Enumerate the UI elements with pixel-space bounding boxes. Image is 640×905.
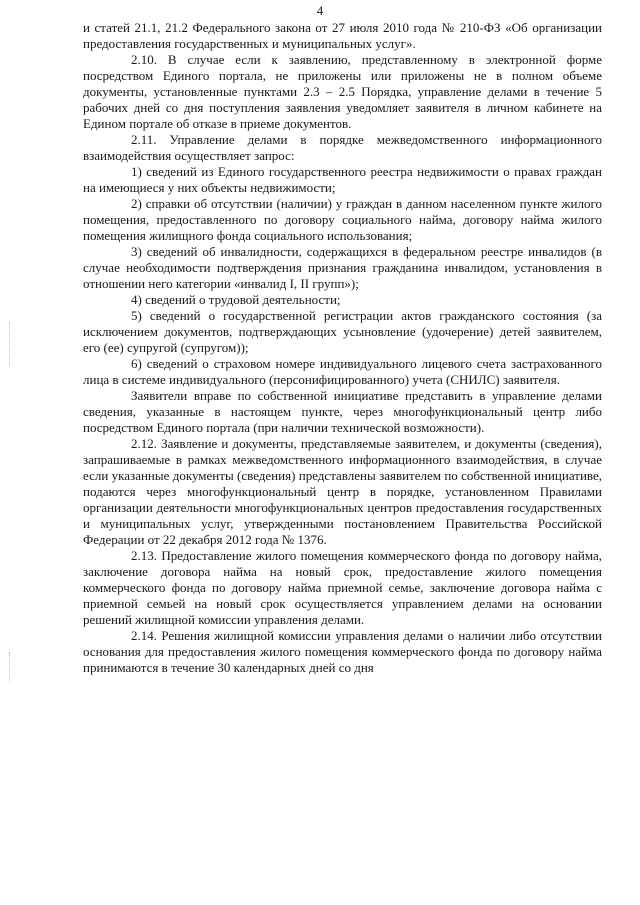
paragraph: 2.10. В случае если к заявлению, представленному в электронной форме посредством Единого портала, не приложены или приложены не в полном объеме документы, установленные пунктами 2.3 – 2.5 Порядка, управление делами в течение 5 рабочих дней со дня поступления заявления уведомляет заявителя в личном кабинете на Едином портале об отказе в приеме документов. <box>83 52 602 131</box>
list-item: 3) сведений об инвалидности, содержащихся в федеральном реестре инвалидов (в случае необходимости подтверждения признания гражданина инвалидом, установления в отношении него категории «инвалид I, II групп»); <box>83 244 602 291</box>
page-number: 4 <box>316 3 324 18</box>
paragraph: и статей 21.1, 21.2 Федерального закона от 27 июля 2010 года № 210-ФЗ «Об организации предоставления государственных и муниципальных услуг». <box>83 20 602 51</box>
scan-margin-mark <box>9 652 11 682</box>
paragraph: 2.12. Заявление и документы, представляемые заявителем, и документы (сведения), запрашиваемые в рамках межведомственного информационного взаимодействия, в случае если указанные документы (сведения) представлены заявителем по собственной инициативе, подаются через многофункциональный центр в порядке, установленном Правилами организации деятельности многофункциональных центров предоставления государственных и муниципальных услуг, утвержденными постановлением Правительства Российской Федерации от 22 декабря 2012 года № 1376. <box>83 436 602 547</box>
paragraph: 2.11. Управление делами в порядке межведомственного информационного взаимодействия осуществляет запрос: <box>83 132 602 163</box>
list-item: 4) сведений о трудовой деятельности; <box>131 292 341 307</box>
list-item: 2) справки об отсутствии (наличии) у граждан в данном населенном пункте жилого помещения, предоставленного по договору социального найма, договору найма жилого помещения жилищного фонда социального использования; <box>83 196 602 243</box>
paragraph: 2.13. Предоставление жилого помещения коммерческого фонда по договору найма, заключение договора найма на новый срок, предоставление жилого помещения коммерческого фонда по договору найма приемной семье, заключение договора найма с приемной семьей на новый срок осуществляется управлением делами на основании решений жилищной комиссии управления делами. <box>83 548 602 627</box>
scan-margin-mark <box>9 322 11 366</box>
paragraph: Заявители вправе по собственной инициативе представить в управление делами сведения, указанные в настоящем пункте, через многофункциональный центр либо посредством Единого портала (при наличии технической возможности). <box>83 388 602 435</box>
list-item: 5) сведений о государственной регистрации актов гражданского состояния (за исключением документов, подтверждающих усыновление (удочерение) детей заявителем, его (ее) супругой (супругом)); <box>83 308 602 355</box>
list-item: 6) сведений о страховом номере индивидуального лицевого счета застрахованного лица в системе индивидуального (персонифицированного) учета (СНИЛС) заявителя. <box>83 356 602 387</box>
document-body <box>83 20 602 676</box>
paragraph: 2.14. Решения жилищной комиссии управления делами о наличии либо отсутствии основания для предоставления жилого помещения коммерческого фонда по договору найма принимаются в течение 30 календарных дней со дня <box>83 628 602 675</box>
list-item: 1) сведений из Единого государственного реестра недвижимости о правах граждан на имеющиеся у них объекты недвижимости; <box>83 164 602 195</box>
